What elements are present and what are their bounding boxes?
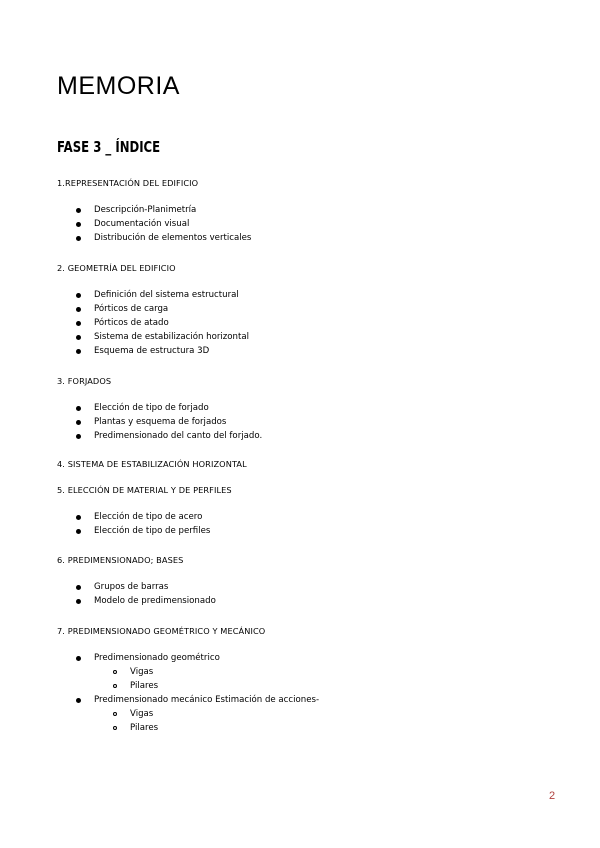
section-heading-3: 3. FORJADOS	[57, 376, 112, 386]
list-item: Elección de tipo de forjado	[94, 403, 209, 413]
bullet-icon	[76, 222, 81, 227]
section-heading-6: 6. PREDIMENSIONADO; BASES	[57, 555, 184, 565]
list-item: Plantas y esquema de forjados	[94, 417, 227, 427]
bullet-icon	[76, 307, 81, 312]
page-number: 2	[549, 790, 556, 802]
bullet-icon	[76, 434, 81, 439]
list-item: Modelo de predimensionado	[94, 596, 216, 606]
bullet-icon	[76, 529, 81, 534]
section-heading-7: 7. PREDIMENSIONADO GEOMÉTRICO Y MECÁNICO	[57, 626, 266, 636]
list-item: Predimensionado del canto del forjado.	[94, 431, 263, 441]
section-heading-1: 1.REPRESENTACIÓN DEL EDIFICIO	[57, 178, 199, 188]
sub-list-item: Vigas	[130, 667, 154, 677]
list-item: Predimensionado geométrico	[94, 653, 220, 663]
list-item: Sistema de estabilización horizontal	[94, 332, 250, 342]
bullet-icon	[76, 335, 81, 340]
bullet-icon	[76, 585, 81, 590]
list-item: Descripción-Planimetría	[94, 205, 197, 215]
bullet-icon	[76, 420, 81, 425]
bullet-icon	[76, 656, 81, 661]
bullet-icon	[76, 349, 81, 354]
circle-bullet-icon	[113, 712, 117, 716]
list-item: Distribución de elementos verticales	[94, 233, 252, 243]
bullet-icon	[76, 236, 81, 241]
bullet-icon	[76, 406, 81, 411]
section-heading-5: 5. ELECCIÓN DE MATERIAL Y DE PERFILES	[57, 485, 232, 495]
sub-list-item: Pilares	[130, 681, 159, 691]
sub-list-item: Pilares	[130, 723, 159, 733]
bullet-icon	[76, 698, 81, 703]
sub-list-item: Vigas	[130, 709, 154, 719]
list-item: Pórticos de atado	[94, 318, 169, 328]
list-item: Pórticos de carga	[94, 304, 169, 314]
list-item: Documentación visual	[94, 219, 190, 229]
bullet-icon	[76, 321, 81, 326]
index-subtitle: FASE 3 _ ÍNDICE	[57, 138, 161, 156]
circle-bullet-icon	[113, 684, 117, 688]
list-item: Definición del sistema estructural	[94, 290, 239, 300]
bullet-icon	[76, 208, 81, 213]
circle-bullet-icon	[113, 670, 117, 674]
document-title: MEMORIA	[57, 72, 180, 100]
section-heading-2: 2. GEOMETRÍA DEL EDIFICIO	[57, 263, 176, 273]
circle-bullet-icon	[113, 726, 117, 730]
list-item: Esquema de estructura 3D	[94, 346, 210, 356]
section-heading-4: 4. SISTEMA DE ESTABILIZACIÓN HORIZONTAL	[57, 459, 247, 469]
list-item: Predimensionado mecánico Estimación de acciones-	[94, 695, 320, 705]
list-item: Grupos de barras	[94, 582, 169, 592]
list-item: Elección de tipo de perfiles	[94, 526, 211, 536]
bullet-icon	[76, 515, 81, 520]
bullet-icon	[76, 599, 81, 604]
bullet-icon	[76, 293, 81, 298]
list-item: Elección de tipo de acero	[94, 512, 203, 522]
